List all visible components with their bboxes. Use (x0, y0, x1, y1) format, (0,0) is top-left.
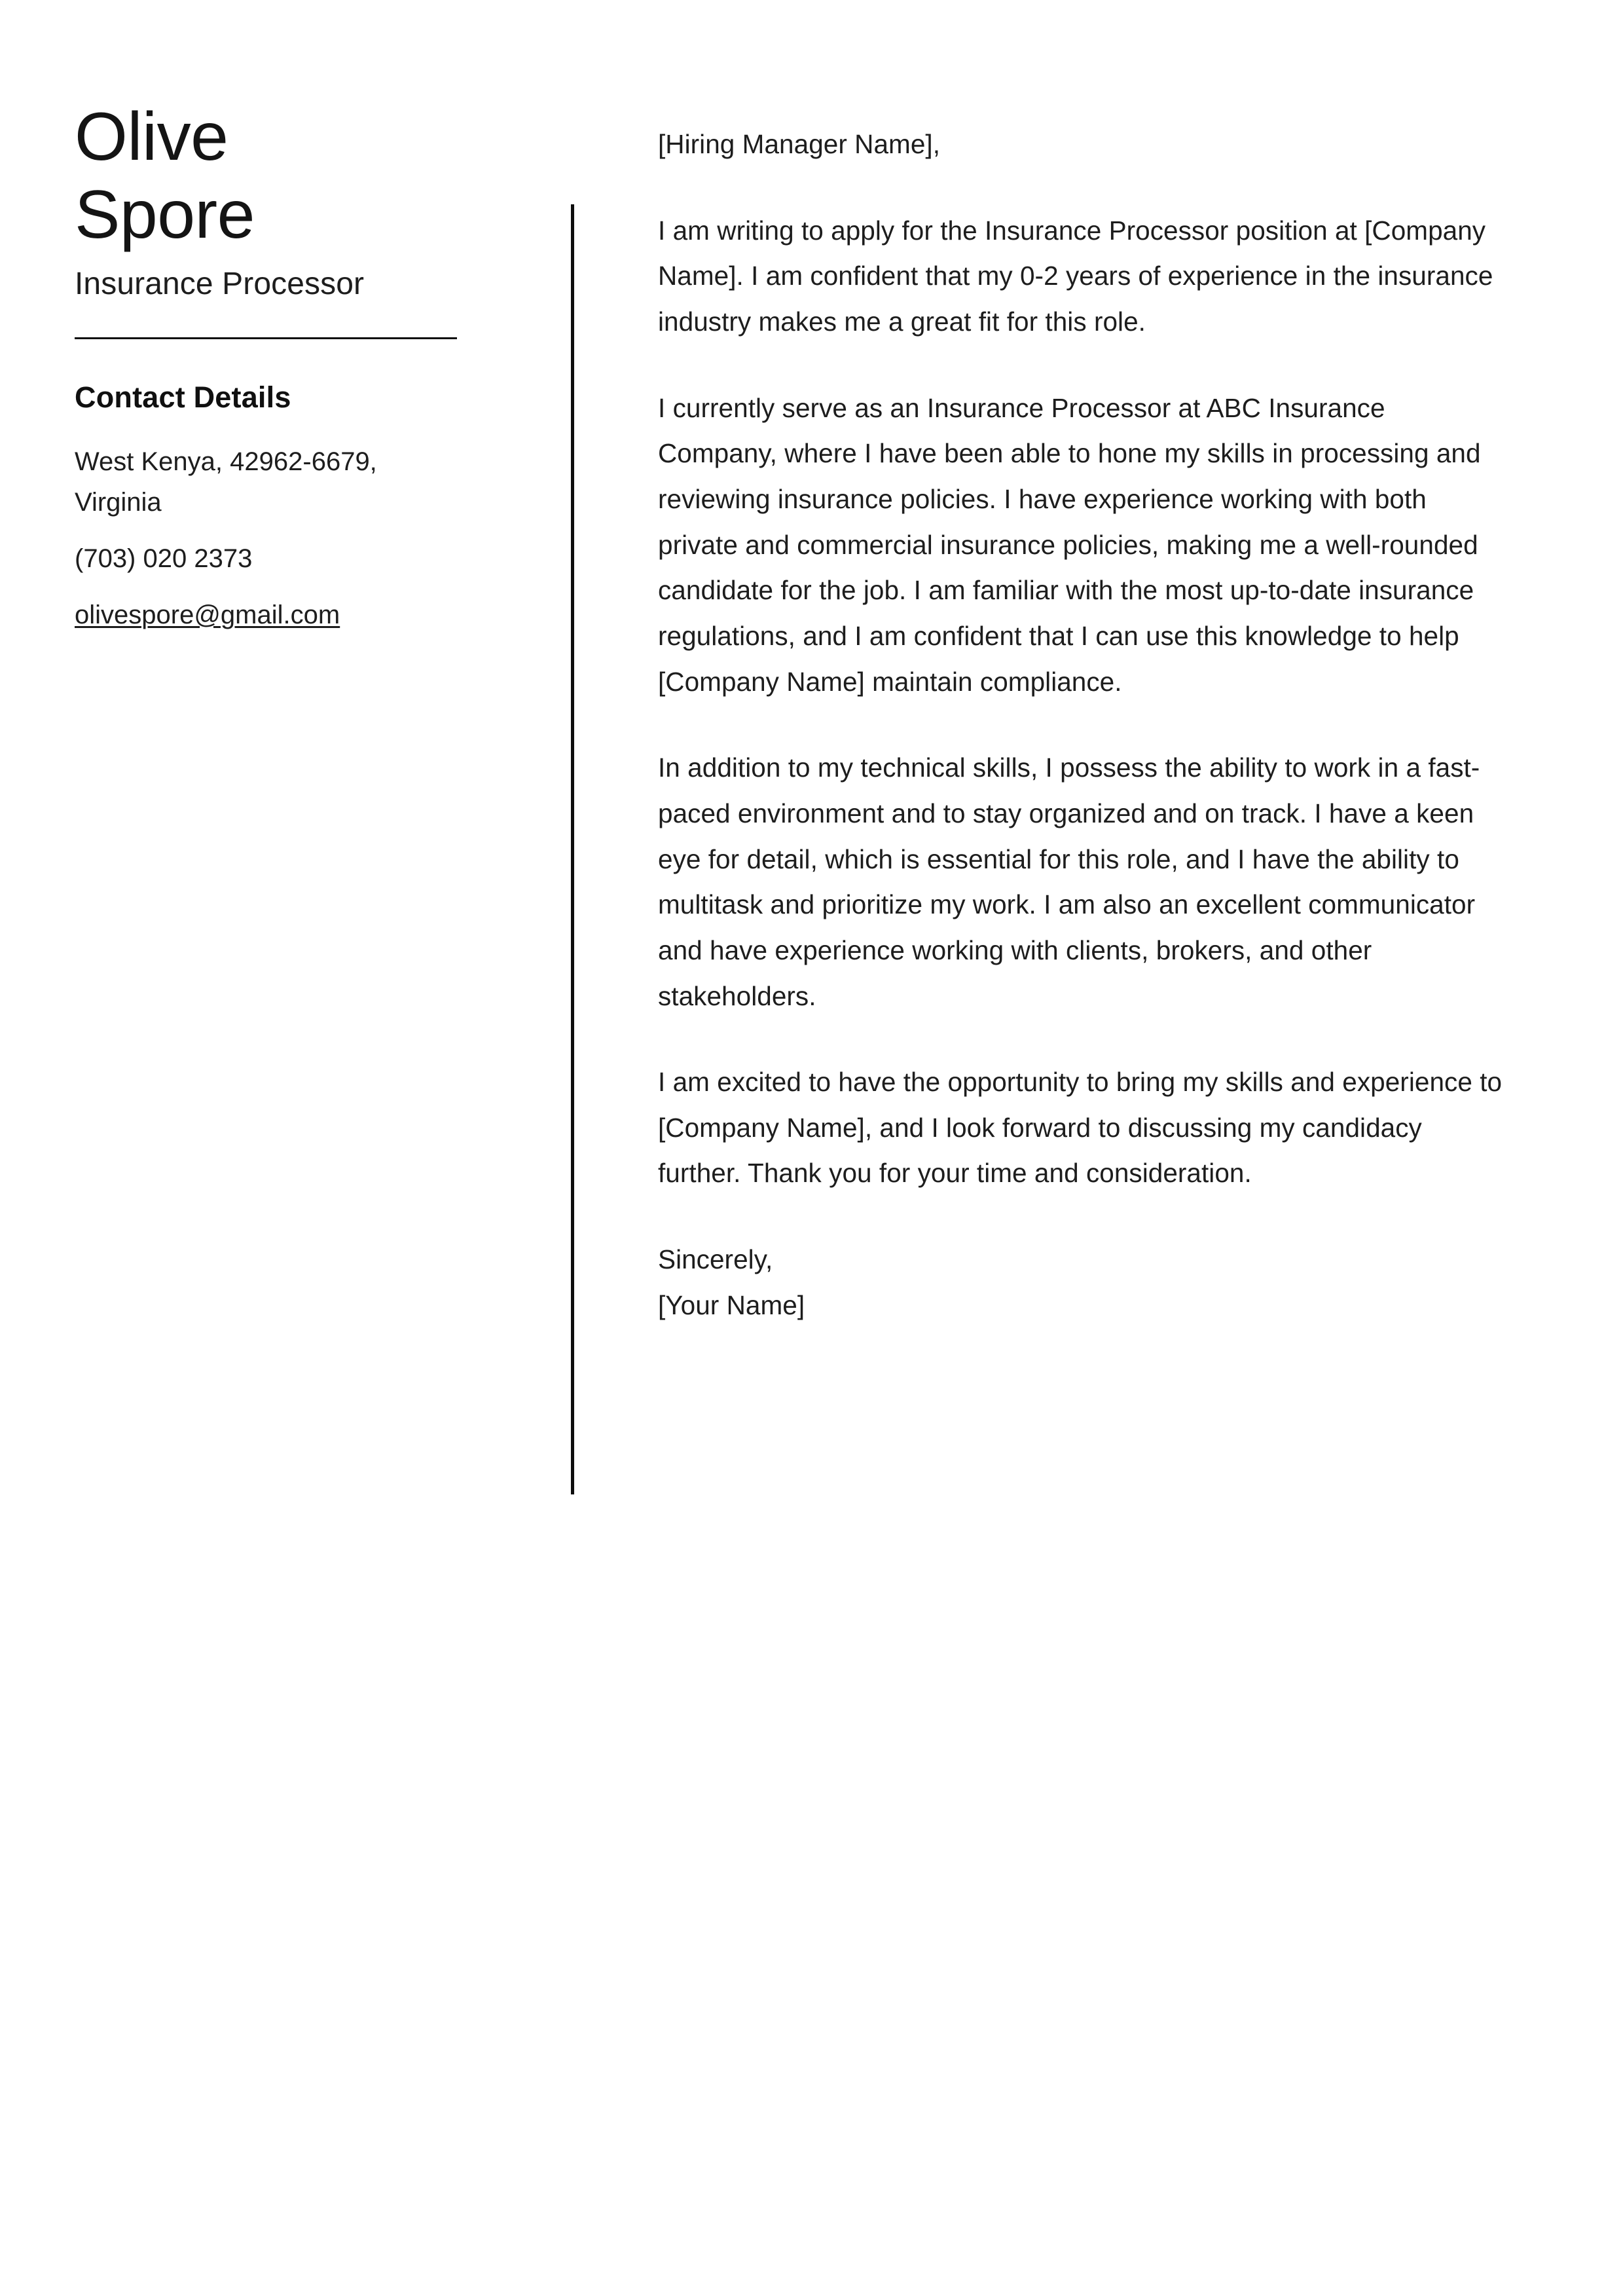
sidebar-horizontal-rule (75, 337, 457, 339)
letter-closing: Sincerely, (658, 1244, 773, 1275)
letter-signoff (658, 1237, 1503, 1328)
name-last-line: Spore (75, 176, 255, 253)
contact-email-row (75, 595, 461, 635)
contact-email-link[interactable]: olivespore@gmail.com (75, 600, 340, 629)
column-divider (571, 204, 574, 1494)
letter-paragraph-3: In addition to my technical skills, I possess the ability to work in a fast-paced environment and to stay organized and on track. I have a keen eye for detail, which is essential for this role, and I have the ability to multitask and prioritize my work. I am also an excellent communicator and have experience working with clients, brokers, and other stakeholders. (658, 752, 1480, 1011)
letter-salutation: [Hiring Manager Name], (658, 129, 941, 159)
name-first-line: Olive (75, 99, 228, 175)
letter-paragraph-1: I am writing to apply for the Insurance Processor position at [Company Name]. I am confident that my 0-2 years of experience in the insurance industry makes me a great fit for this role. (658, 215, 1493, 337)
contact-details-list (75, 441, 481, 635)
contact-address: West Kenya, 42962-6679, Virginia (75, 447, 377, 517)
letter-paragraph-2: I currently serve as an Insurance Processor at ABC Insurance Company, where I have been able to hone my skills in processing and reviewing insurance policies. I have experience working with both private and commercial insurance policies, making me a well-rounded candidate for the job. I am familiar with the most up-to-date insurance regulations, and I am confident that I can use this knowledge to help [Company Name] maintain compliance. (658, 392, 1481, 697)
letter-signature: [Your Name] (658, 1289, 805, 1320)
sidebar (75, 98, 481, 635)
contact-details-heading: Contact Details (75, 380, 291, 414)
candidate-name (75, 98, 481, 253)
contact-phone[interactable]: (703) 020 2373 (75, 544, 253, 573)
letter-paragraph-4: I am excited to have the opportunity to bring my skills and experience to [Company Name], and I look forward to discussing my candidacy further. Thank you for your time and consideration. (658, 1067, 1503, 1189)
letter-body (658, 122, 1503, 1328)
job-title: Insurance Processor (75, 267, 365, 302)
